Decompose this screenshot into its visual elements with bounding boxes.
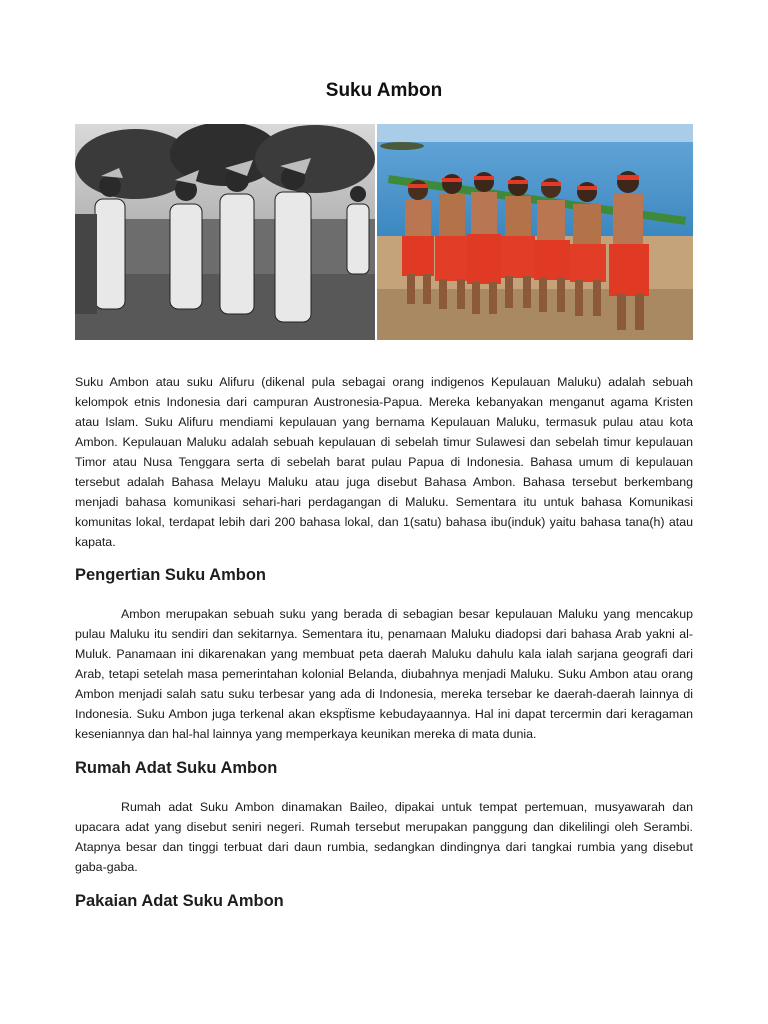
intro-paragraph: Suku Ambon atau suku Alifuru (dikenal pula sebagai orang indigenos Kepulauan Maluku) adalah sebuah kelompok etnis Indonesia dari campuran Austronesia-Papua. Mereka kebanyakan menganut agama Kristen atau Islam. Suku Alifuru mendiami kepulauan yang bernama Kepulauan Maluku, termasuk pulau atau kota Ambon. Kepulauan Maluku adalah sebuah kepulauan di sebelah timur Sulawesi dan sebelah timur kepulauan Timor atau Nusa Tenggara serta di sebelah barat pulau Papua di Indonesia. Bahasa umum di kepulauan tersebut adalah Bahasa Melayu Maluku atau juga disebut Bahasa Ambon. Bahasa tersebut berkembang menjadi bahasa komunikasi sehari-hari perdagangan di Maluku. Sementara itu untuk bahasa Komunikasi komunitas lokal, terdapat lebih dari 200 bahasa lokal, dan 1(satu) bahasa ibu(induk) yaitu bahasa tana(h) atau kapata. — [75, 375, 693, 549]
bamboo-ritual-photo — [377, 124, 693, 340]
section-heading-pengertian: Pengertian Suku Ambon — [75, 566, 266, 584]
dancers-photo — [75, 124, 375, 340]
section-heading-rumah-adat: Rumah Adat Suku Ambon — [75, 759, 278, 777]
section-text-pengertian: Ambon merupakan sebuah suku yang berada di sebagian besar kepulauan Maluku yang mencakup pulau Maluku itu sendiri dan sekitarnya. Sementara itu, penamaan Maluku diadopsi dari bahasa Arab yakni al-Muluk. Panamaan ini dikarenakan yang membuat peta daerah Maluku dahulu kala ialah sarjana geografi dari Arab, tetapi setelah masa pemerintahan kolonial Belanda, diubahnya menjadi Maluku. Suku Ambon atau orang Ambon menjadi salah satu suku terbesar yang ada di Indonesia, mereka tersebar ke daerah-daerah lainnya di Indonesia. Suku Ambon juga terkenal akan ekspẗisme kebudayaannya. Hal ini dapat tercermin dari keragaman keseniannya dan hal-hal lainnya yang memperkaya keunikan mereka di mata dunia. — [75, 607, 693, 741]
document-title: Suku Ambon — [325, 80, 443, 101]
section-heading-pakaian-adat: Pakaian Adat Suku Ambon — [75, 892, 284, 910]
section-text-rumah-adat: Rumah adat Suku Ambon dinamakan Baileo, dipakai untuk tempat pertemuan, musyawarah dan upacara adat yang disebut seniri negeri. Rumah tersebut merupakan panggung dan dikelilingi oleh Serambi. Atapnya besar dan tinggi terbuat dari daun rumbia, sedangkan dindingnya dari tangkai rumbia yang disebut gaba-gaba. — [75, 800, 693, 874]
